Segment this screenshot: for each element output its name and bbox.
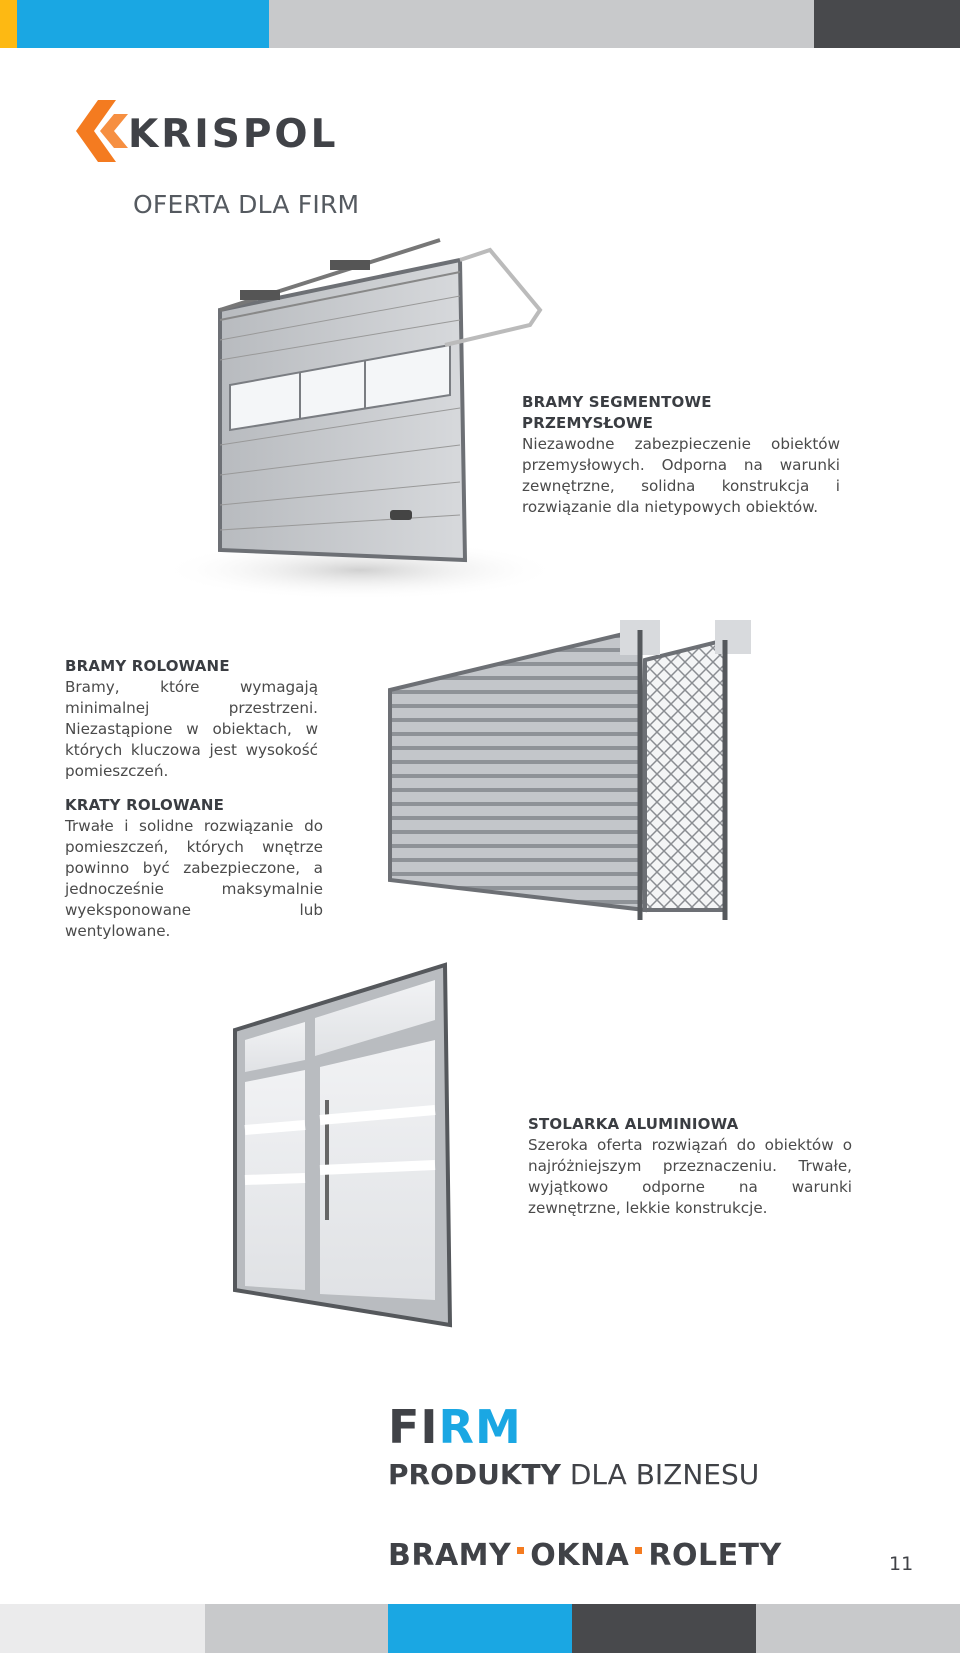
product-heading: STOLARKA ALUMINIOWA	[528, 1115, 739, 1133]
product-description: Niezawodne zabezpieczenie obiektów przemysłowych. Odporna na warunki zewnętrzne, solidna konstrukcja i rozwiązanie dla nietypowych obiektów.	[522, 435, 840, 516]
page-number: 11	[889, 1553, 914, 1575]
top-bar-gray	[269, 0, 814, 48]
product-roller-grilles	[65, 795, 323, 942]
top-bar-dark	[814, 0, 960, 48]
separator-dot-icon	[635, 1547, 642, 1554]
bottom-bar-gray	[205, 1604, 388, 1653]
bottom-bar-light	[0, 1604, 205, 1653]
krispol-logo-icon	[76, 100, 128, 162]
bottom-bar-gray-right	[756, 1604, 960, 1653]
product-heading: BRAMY SEGMENTOWE PRZEMYSŁOWE	[522, 393, 712, 432]
firm-logo: FIRM	[388, 1400, 522, 1454]
aluminium-window-image	[225, 960, 465, 1330]
top-bar-yellow	[0, 0, 17, 48]
product-heading: BRAMY ROLOWANE	[65, 657, 230, 675]
product-categories	[388, 1538, 782, 1573]
category-windows: OKNA	[530, 1538, 630, 1573]
separator-dot-icon	[517, 1547, 524, 1554]
product-sectional-doors	[522, 392, 840, 518]
sectional-door-image	[150, 230, 580, 610]
bottom-bar-dark	[572, 1604, 756, 1653]
product-aluminium-joinery	[528, 1114, 852, 1219]
category-shutters: ROLETY	[648, 1538, 782, 1573]
product-description: Trwałe i solidne rozwiązanie do pomieszczeń, których wnętrze powinno być zabezpieczone, a jednocześnie maksymalnie wyeksponowane lub wentylowane.	[65, 817, 323, 940]
product-description: Szeroka oferta rozwiązań do obiektów o najróżniejszym przeznaczeniu. Trwałe, wyjątkowo odporne na warunki zewnętrzne, lekkie konstrukcje.	[528, 1136, 852, 1217]
product-description: Bramy, które wymagają minimalnej przestrzeni. Niezastąpione w obiektach, w których kluczowa jest wysokość pomieszczeń.	[65, 678, 318, 780]
product-roller-doors	[65, 656, 318, 782]
category-doors: BRAMY	[388, 1538, 512, 1573]
top-bar-blue	[17, 0, 269, 48]
product-heading: KRATY ROLOWANE	[65, 796, 225, 814]
page-title: OFERTA DLA FIRM	[133, 190, 360, 219]
firm-tagline: PRODUKTY DLA BIZNESU	[388, 1458, 760, 1491]
brand-name: KRISPOL	[128, 112, 339, 157]
bottom-bar-blue	[388, 1604, 572, 1653]
roller-door-image	[370, 620, 790, 950]
